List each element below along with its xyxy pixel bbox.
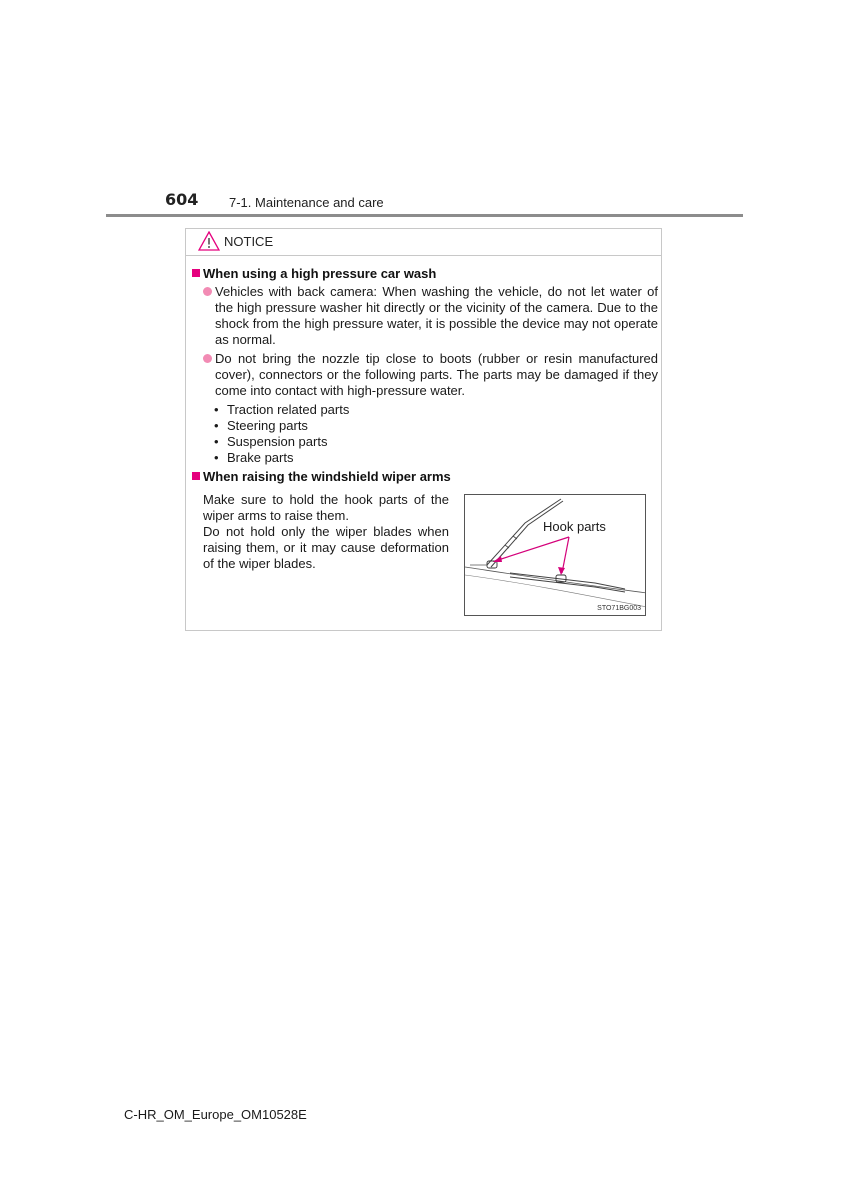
list-item: • Traction related parts <box>214 402 350 417</box>
header-rule <box>106 214 743 217</box>
wiper-illustration <box>464 494 646 616</box>
figure-code: STO71BG003 <box>597 605 641 612</box>
list-item: • Suspension parts <box>214 434 328 449</box>
notice-header <box>186 229 661 256</box>
paragraph: Do not bring the nozzle tip close to boots (rubber or resin manufactured cover), connectors or the following parts. The parts may be damaged if they come into contact with high-pressure water. <box>215 351 658 398</box>
warning-triangle-icon <box>198 231 220 251</box>
section-marker <box>192 269 200 277</box>
wiper-drawing <box>465 495 646 616</box>
section-heading: When raising the windshield wiper arms <box>203 469 451 484</box>
footer-doc-id: C-HR_OM_Europe_OM10528E <box>124 1107 307 1122</box>
notice-label: NOTICE <box>224 234 274 249</box>
bullet-dot <box>203 354 212 363</box>
paragraph: Make sure to hold the hook parts of the wiper arms to raise them. Do not hold only the wiper blades when raising them, or it may cause deformation of the wiper blades. <box>203 492 449 571</box>
section-heading: When using a high pressure car wash <box>203 266 437 281</box>
section-marker <box>192 472 200 480</box>
page-number: 604 <box>165 190 199 209</box>
paragraph: Vehicles with back camera: When washing the vehicle, do not let water of the high pressure washer hit directly or the vicinity of the camera. Due to the shock from the high pressure water, it is possible the device may not operate as normal. <box>215 284 658 347</box>
list-item: • Steering parts <box>214 418 308 433</box>
figure-callout: Hook parts <box>543 519 606 534</box>
bullet-dot <box>203 287 212 296</box>
section-title: 7-1. Maintenance and care <box>229 195 384 210</box>
list-item: • Brake parts <box>214 450 294 465</box>
